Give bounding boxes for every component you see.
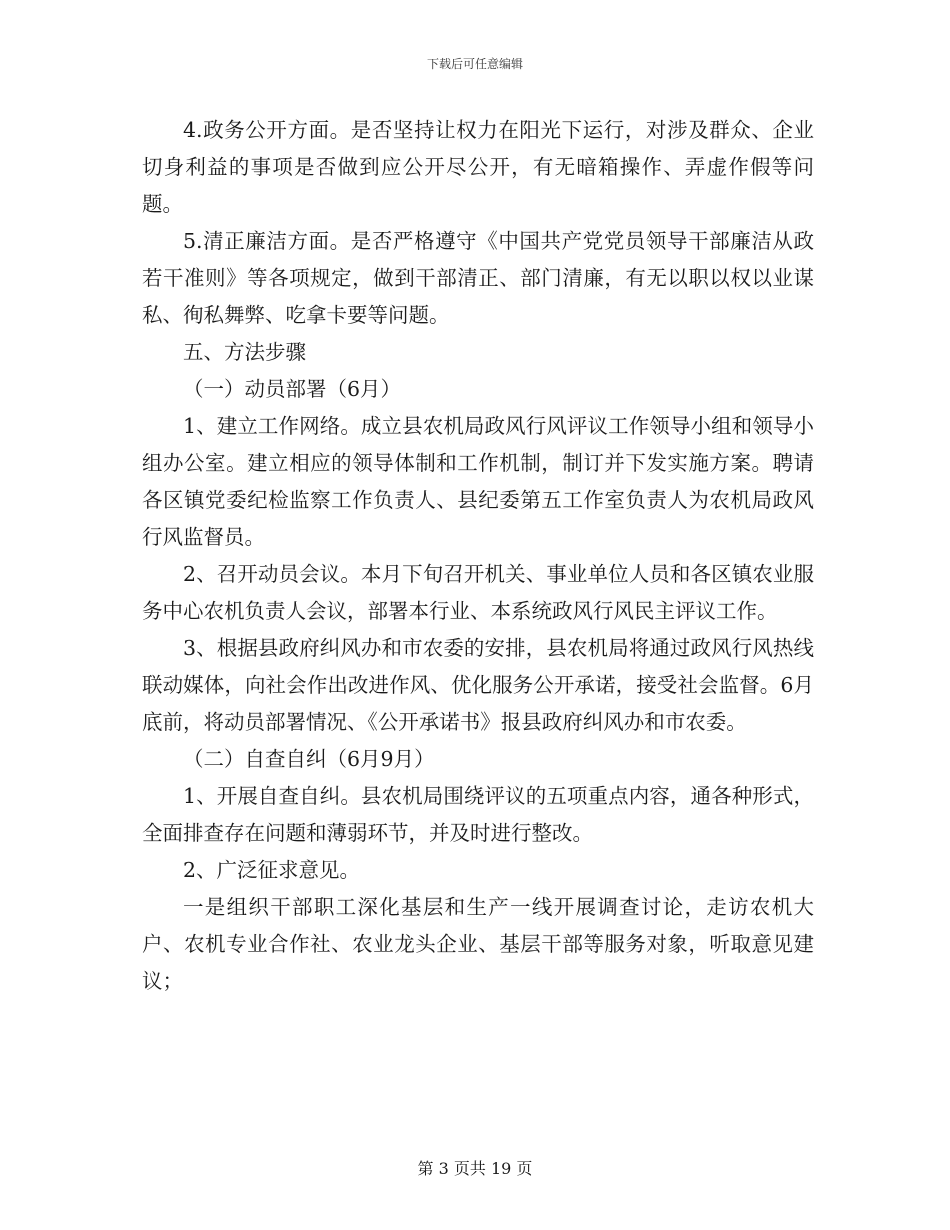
page-footer: 第 3 页共 19 页 bbox=[417, 1159, 533, 1178]
section-heading-methods: 五、方法步骤 bbox=[183, 340, 306, 364]
paragraph-policy-openness: 4.政务公开方面。是否坚持让权力在阳光下运行，对涉及群众、企业切身利益的事项是否做到应公开尽公开，有无暗箱操作、弄虚作假等问题。 bbox=[142, 118, 814, 216]
paragraph-field-survey: 一是组织干部职工深化基层和生产一线开展调查讨论，走访农机大户、农机专业合作社、农业龙头企业、基层干部等服务对象，听取意见建议； bbox=[142, 895, 814, 993]
subsection-heading-mobilization: （一）动员部署（6月） bbox=[183, 377, 402, 401]
paragraph-work-network: 1、建立工作网络。成立县农机局政风行风评议工作领导小组和领导小组办公室。建立相应的领导体制和工作机制，制订并下发实施方案。聘请各区镇党委纪检监察工作负责人、县纪委第五工作室负责人为农机局政风行风监督员。 bbox=[142, 414, 814, 549]
page-header: 下载后可任意编辑 bbox=[426, 57, 523, 71]
paragraph-solicit-opinions: 2、广泛征求意见。 bbox=[183, 858, 361, 882]
paragraph-public-commitment: 3、根据县政府纠风办和市农委的安排，县农机局将通过政风行风热线联动媒体，向社会作出改进作风、优化服务公开承诺，接受社会监督。6月底前，将动员部署情况、《公开承诺书》报县政府纠风办和市农委。 bbox=[142, 636, 814, 734]
paragraph-integrity: 5.清正廉洁方面。是否严格遵守《中国共产党党员领导干部廉洁从政若干准则》等各项规定，做到干部清正、部门清廉，有无以职以权以业谋私、徇私舞弊、吃拿卡要等问题。 bbox=[142, 229, 814, 327]
document-body bbox=[142, 112, 814, 1000]
subsection-heading-self-inspection: （二）自查自纠（6月9月） bbox=[183, 747, 435, 771]
paragraph-mobilization-meeting: 2、召开动员会议。本月下旬召开机关、事业单位人员和各区镇农业服务中心农机负责人会议，部署本行业、本系统政风行风民主评议工作。 bbox=[142, 562, 814, 623]
paragraph-self-correction: 1、开展自查自纠。县农机局围绕评议的五项重点内容，通各种形式，全面排查存在问题和薄弱环节，并及时进行整改。 bbox=[142, 784, 814, 845]
